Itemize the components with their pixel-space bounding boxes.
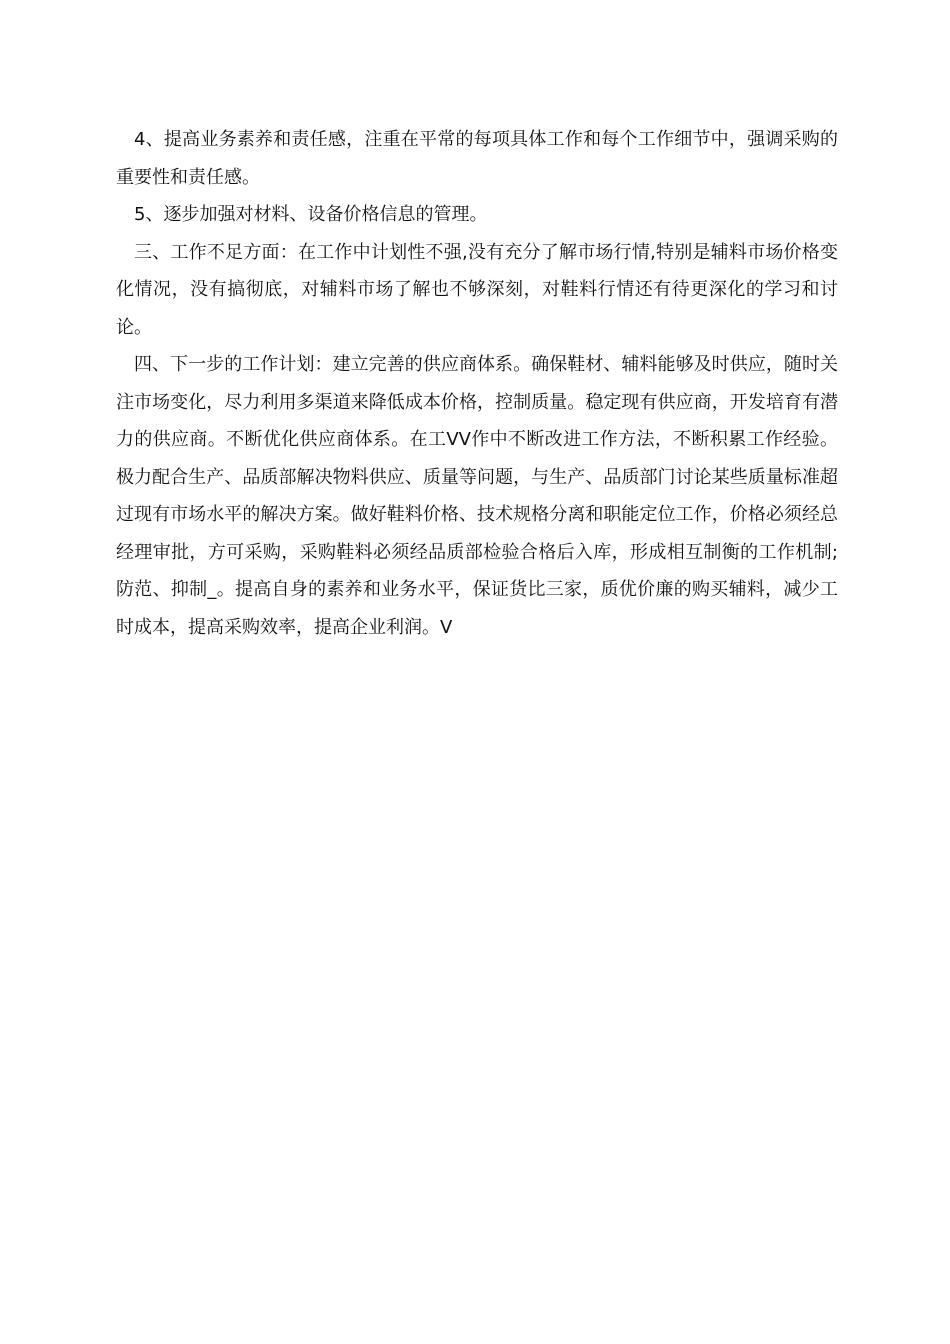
paragraph-item-5: 5、逐步加强对材料、设备价格信息的管理。 <box>134 204 488 225</box>
document-body <box>116 121 838 646</box>
paragraph-shortcomings: 三、工作不足方面：在工作中计划性不强,没有充分了解市场行情,特别是辅料市场价格变化情况，没有搞彻底，对辅料市场了解也不够深刻，对鞋料行情还有待更深化的学习和讨论。 <box>116 241 838 338</box>
paragraph-item-4: 4、提高业务素养和责任感，注重在平常的每项具体工作和每个工作细节中，强调采购的重要性和责任感。 <box>116 129 838 188</box>
paragraph-next-plan: 四、下一步的工作计划：建立完善的供应商体系。确保鞋材、辅料能够及时供应，随时关注市场变化，尽力利用多渠道来降低成本价格，控制质量。稳定现有供应商，开发培育有潜力的供应商。不断优化供应商体系。在工VV作中不断改进工作方法，不断积累工作经验。极力配合生产、品质部解决物料供应、质量等问题，与生产、品质部门讨论某些质量标准超过现有市场水平的解决方案。做好鞋料价格、技术规格分离和职能定位工作，价格必须经总经理审批，方可采购，采购鞋料必须经品质部检验合格后入库，形成相互制衡的工作机制;防范、抑制_。提高自身的素养和业务水平，保证货比三家，质优价廉的购买辅料，减少工时成本，提高采购效率，提高企业利润。V <box>116 354 838 638</box>
